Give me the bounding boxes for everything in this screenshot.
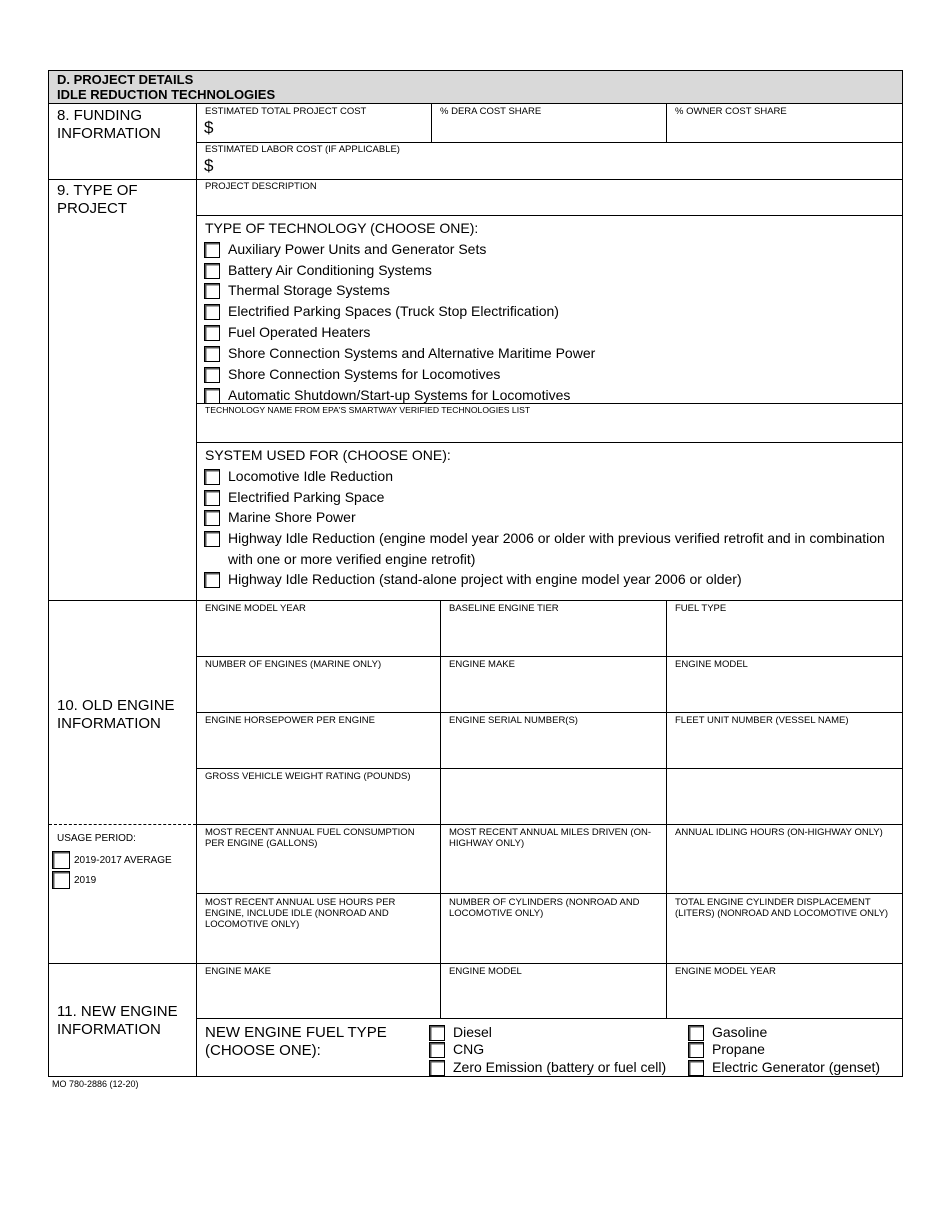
usage-period-label: USAGE PERIOD: [57,833,136,844]
funding-label: 8. FUNDING INFORMATION [57,107,161,142]
old-engine-field-label: ENGINE MODEL [675,659,748,670]
checkbox[interactable] [204,283,220,299]
old-engine-row-line [196,768,902,769]
checkbox[interactable] [204,469,220,485]
old-engine-field-label: NUMBER OF ENGINES (MARINE ONLY) [205,659,382,670]
new-engine-fuel-label: NEW ENGINE FUEL TYPE (CHOOSE ONE): [205,1024,387,1059]
old-engine-row-line [196,656,902,657]
old-engine-row-line [196,712,902,713]
new-engine-row-line [196,1018,902,1019]
fuel-option-cng[interactable]: CNG [429,1041,484,1058]
old-engine-field-label: ENGINE HORSEPOWER PER ENGINE [205,715,375,726]
owner-share-label: % OWNER COST SHARE [675,106,787,117]
old-engine-label: 10. OLD ENGINE INFORMATION [57,697,175,732]
old-engine-bottom-line [49,963,902,964]
technology-option[interactable]: Electrified Parking Spaces (Truck Stop Electrification) [204,303,559,320]
old-engine-field-label: ENGINE MODEL YEAR [205,603,306,614]
old-engine-divider-1 [440,600,441,963]
old-engine-field-label: FUEL TYPE [675,603,727,614]
old-engine-field-label: BASELINE ENGINE TIER [449,603,559,614]
usage-field-label: NUMBER OF CYLINDERS (NONROAD AND LOCOMOTIVE ONLY) [449,897,640,919]
usage-option[interactable]: 2019 [52,871,96,889]
checkbox[interactable] [204,367,220,383]
fuel-option-zero-emission[interactable]: Zero Emission (battery or fuel cell) [429,1059,666,1076]
usage-row-line [196,893,902,894]
old-engine-divider-2 [666,600,667,963]
funding-row-line [196,142,902,143]
form-number: MO 780-2886 (12-20) [52,1079,139,1089]
old-engine-field-label: GROSS VEHICLE WEIGHT RATING (POUNDS) [205,771,411,782]
checkbox[interactable] [204,531,220,547]
usage-field-label: MOST RECENT ANNUAL FUEL CONSUMPTION PER ENGINE (GALLONS) [205,827,415,849]
technology-option[interactable]: Auxiliary Power Units and Generator Sets [204,241,486,258]
system-heading: SYSTEM USED FOR (CHOOSE ONE): [205,447,451,463]
section-title: D. PROJECT DETAILS [57,72,194,87]
new-engine-field-label: ENGINE MODEL [449,966,522,977]
technology-option[interactable]: Automatic Shutdown/Start-up Systems for Locomotives [204,387,570,404]
old-engine-field-label: ENGINE SERIAL NUMBER(S) [449,715,578,726]
total-cost-label: ESTIMATED TOTAL PROJECT COST [205,106,367,117]
technology-option[interactable]: Fuel Operated Heaters [204,324,370,341]
smartway-line [196,442,902,443]
old-engine-field-label: ENGINE MAKE [449,659,515,670]
fuel-option-gasoline[interactable]: Gasoline [688,1024,767,1041]
new-engine-divider-1 [440,963,441,1018]
new-engine-label: 11. NEW ENGINE INFORMATION [57,1003,178,1038]
checkbox[interactable] [204,242,220,258]
technology-option[interactable]: Thermal Storage Systems [204,282,390,299]
project-description-field[interactable] [204,193,894,213]
system-option[interactable]: Highway Idle Reduction (stand-alone project with engine model year 2006 or older) [204,571,742,588]
system-option-continuation: with one or more verified engine retrofit) [228,551,476,567]
new-engine-field-label: ENGINE MODEL YEAR [675,966,776,977]
checkbox[interactable] [204,346,220,362]
owner-share-field[interactable] [671,118,897,140]
smartway-label: TECHNOLOGY NAME FROM EPA'S SMARTWAY VERIFIED TECHNOLOGIES LIST [205,405,531,415]
system-option[interactable]: Electrified Parking Space [204,489,384,506]
usage-field-label: MOST RECENT ANNUAL MILES DRIVEN (ON-HIGHWAY ONLY) [449,827,651,849]
funding-bottom-line [49,179,902,180]
section-subtitle: IDLE REDUCTION TECHNOLOGIES [57,87,276,102]
system-option[interactable]: Marine Shore Power [204,509,356,526]
new-engine-field-label: ENGINE MAKE [205,966,271,977]
checkbox[interactable] [429,1025,445,1041]
checkbox[interactable] [204,304,220,320]
checkbox[interactable] [204,263,220,279]
system-option[interactable]: Locomotive Idle Reduction [204,468,393,485]
checkbox[interactable] [52,851,70,869]
project-description-label: PROJECT DESCRIPTION [205,181,317,192]
fuel-option-diesel[interactable]: Diesel [429,1024,492,1041]
system-option[interactable]: Highway Idle Reduction (engine model year 2006 or older with previous verified retrofit and in combination [204,530,885,547]
funding-divider-1 [431,104,432,142]
new-engine-divider-2 [666,963,667,1018]
old-engine-field-label: FLEET UNIT NUMBER (VESSEL NAME) [675,715,849,726]
checkbox[interactable] [429,1042,445,1058]
old-engine-row-line [196,824,902,825]
checkbox[interactable] [204,572,220,588]
smartway-field[interactable] [204,416,894,440]
checkbox[interactable] [204,388,220,404]
usage-dashed-line [49,824,196,825]
dera-share-field[interactable] [436,118,662,140]
usage-field-label: TOTAL ENGINE CYLINDER DISPLACEMENT (LITERS) (NONROAD AND LOCOMOTIVE ONLY) [675,897,889,919]
usage-option[interactable]: 2019-2017 AVERAGE [52,851,172,869]
dera-share-label: % DERA COST SHARE [440,106,542,117]
labor-cost-label: ESTIMATED LABOR COST (IF APPLICABLE) [205,144,400,155]
project-type-bottom-line [49,600,902,601]
technology-heading: TYPE OF TECHNOLOGY (CHOOSE ONE): [205,220,479,236]
technology-option[interactable]: Shore Connection Systems for Locomotives [204,366,500,383]
technology-option[interactable]: Shore Connection Systems and Alternative Maritime Power [204,345,595,362]
fuel-option-propane[interactable]: Propane [688,1041,765,1058]
checkbox[interactable] [688,1042,704,1058]
technology-option[interactable]: Battery Air Conditioning Systems [204,262,432,279]
usage-field-label: MOST RECENT ANNUAL USE HOURS PER ENGINE, INCLUDE IDLE (NONROAD AND LOCOMOTIVE ONLY) [205,897,396,930]
total-cost-field[interactable]: $ [204,118,214,137]
fuel-option-electric-generator[interactable]: Electric Generator (genset) [688,1059,880,1076]
labor-cost-field[interactable]: $ [204,156,214,175]
left-column-divider [196,104,197,1077]
funding-divider-2 [666,104,667,142]
section-header [49,71,902,104]
technology-line [196,403,902,404]
checkbox[interactable] [688,1025,704,1041]
project-type-label: 9. TYPE OF PROJECT [57,182,138,217]
checkbox[interactable] [429,1060,445,1076]
usage-field-label: ANNUAL IDLING HOURS (ON-HIGHWAY ONLY) [675,827,883,838]
description-line [196,215,902,216]
checkbox[interactable] [204,325,220,341]
checkbox[interactable] [52,871,70,889]
checkbox[interactable] [688,1060,704,1076]
checkbox[interactable] [204,510,220,526]
checkbox[interactable] [204,490,220,506]
